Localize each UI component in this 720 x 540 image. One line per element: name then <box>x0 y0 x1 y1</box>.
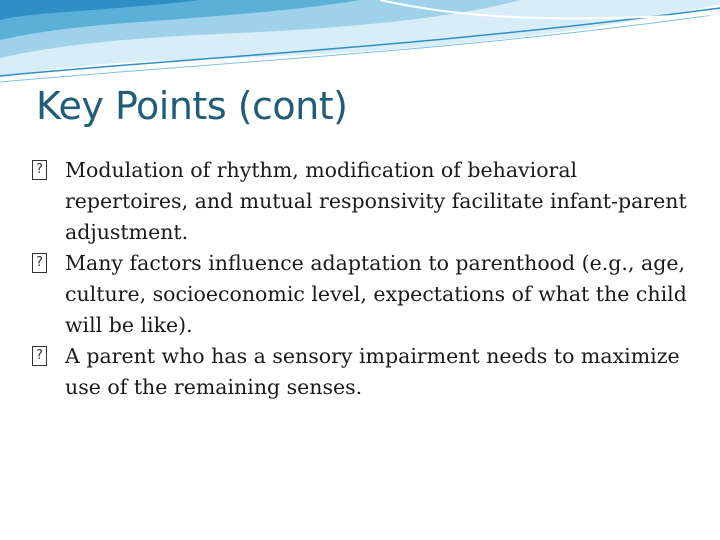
bullet-item <box>32 155 692 248</box>
bullet-text: A parent who has a sensory impairment needs to maximize use of the remaining senses. <box>65 344 680 399</box>
bullet-text: Many factors influence adaptation to parenthood (e.g., age, culture, socioeconomic level, expectations of what the child will be like). <box>65 251 687 337</box>
header-wave-decoration <box>0 0 720 90</box>
bullet-text: Modulation of rhythm, modification of behavioral repertoires, and mutual responsivity facilitate infant-parent adjustment. <box>65 158 687 244</box>
missing-glyph-bullet-icon <box>32 160 47 180</box>
bullet-item <box>32 341 692 403</box>
bullet-list <box>32 155 692 403</box>
missing-glyph-bullet-icon <box>32 346 47 366</box>
slide-title: Key Points (cont) <box>36 84 348 128</box>
bullet-item <box>32 248 692 341</box>
missing-glyph-bullet-icon <box>32 253 47 273</box>
